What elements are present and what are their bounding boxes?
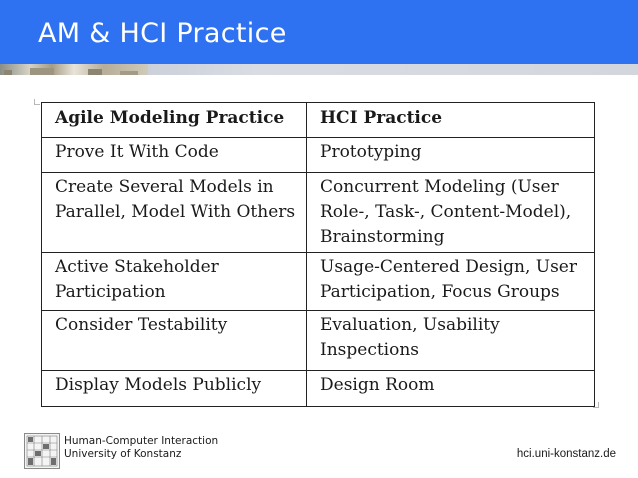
column-header: Agile Modeling Practice bbox=[42, 103, 307, 138]
footer-line-department: Human-Computer Interaction bbox=[64, 435, 219, 447]
table-cell: Concurrent Modeling (User Role-, Task-, Content-Model), Brainstorming bbox=[307, 173, 595, 253]
table-header-row bbox=[42, 103, 595, 138]
table-row bbox=[42, 253, 595, 311]
column-header: HCI Practice bbox=[307, 103, 595, 138]
table-cell: Display Models Publicly bbox=[42, 371, 307, 407]
building-shape bbox=[88, 69, 102, 75]
table-cell: Prototyping bbox=[307, 138, 595, 173]
practice-table bbox=[41, 102, 595, 407]
table-cell: Consider Testability bbox=[42, 311, 307, 371]
table-cell: Create Several Models in Parallel, Model With Others bbox=[42, 173, 307, 253]
table-cell: Active Stakeholder Participation bbox=[42, 253, 307, 311]
table-row bbox=[42, 311, 595, 371]
title-bar bbox=[0, 0, 638, 64]
table-cell: Evaluation, Usability Inspections bbox=[307, 311, 595, 371]
footer-line-university: University of Konstanz bbox=[64, 448, 182, 460]
table-row bbox=[42, 371, 595, 407]
building-shape bbox=[4, 70, 12, 75]
table-row bbox=[42, 138, 595, 173]
building-shape bbox=[30, 68, 54, 75]
footer-url: hci.uni-konstanz.de bbox=[516, 448, 616, 460]
campus-photo-strip bbox=[0, 64, 148, 75]
building-shape bbox=[120, 71, 138, 75]
table-cell: Usage-Centered Design, User Participation, Focus Groups bbox=[307, 253, 595, 311]
slide-title: AM & HCI Practice bbox=[38, 18, 287, 49]
corner-mark bbox=[34, 99, 40, 105]
table-row bbox=[42, 173, 595, 253]
university-logo-icon bbox=[24, 433, 60, 469]
table-cell: Prove It With Code bbox=[42, 138, 307, 173]
table-cell: Design Room bbox=[307, 371, 595, 407]
footer-affiliation bbox=[64, 435, 218, 461]
